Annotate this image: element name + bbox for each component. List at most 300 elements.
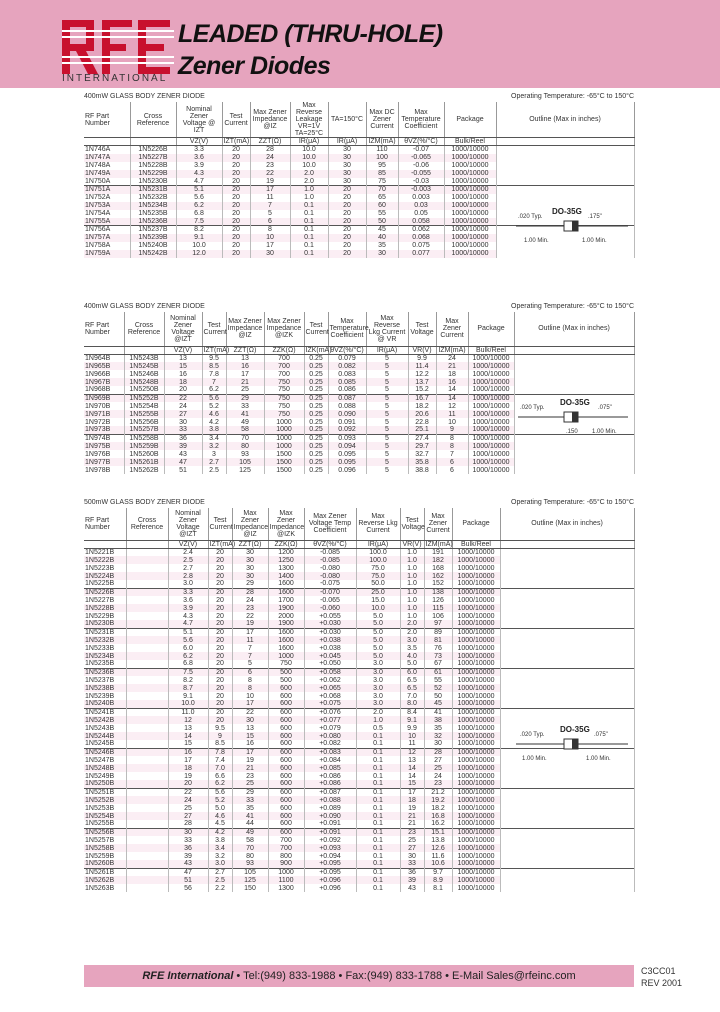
table-cell: 600 [268, 796, 304, 804]
table-cell: 1000/10000 [452, 604, 500, 612]
table-cell: 7.0 [208, 764, 232, 772]
column-header: Max Zener Impedance @IZ [232, 508, 268, 540]
table-cell: 1000/10000 [452, 652, 500, 660]
table-cell [126, 652, 168, 660]
table-cell: +0.094 [304, 852, 356, 860]
table-cell: 7.0 [400, 692, 424, 700]
table-cell [126, 660, 168, 668]
table-cell: 14 [400, 764, 424, 772]
table-cell: 32 [424, 732, 452, 740]
table-cell: 0.1 [356, 884, 400, 892]
table-cell: 1000/10000 [468, 442, 514, 450]
table-cell: 19 [400, 804, 424, 812]
table-cell: 600 [268, 684, 304, 692]
table-cell: +0.079 [304, 724, 356, 732]
table-cell: 20 [222, 146, 250, 154]
part-number-cell: 1N5257B [84, 836, 126, 844]
table-cell: 8 [436, 442, 468, 450]
table-row [84, 450, 634, 458]
table-cell: 16 [164, 370, 202, 378]
table-cell: 24 [250, 154, 290, 162]
table-cell: 1000/10000 [452, 692, 500, 700]
outline-cell [500, 572, 634, 580]
part-number-cell: 1N756A [84, 226, 130, 234]
table-cell: +0.088 [304, 796, 356, 804]
table-cell: 70 [226, 434, 264, 442]
table-cell: 20 [222, 250, 250, 258]
table-cell: 20 [208, 556, 232, 564]
outline-cell [500, 652, 634, 660]
table-cell: 40 [366, 234, 398, 242]
unit-header: IR(μA) [366, 346, 408, 354]
table-cell: 20 [208, 684, 232, 692]
table-cell: 1000 [264, 426, 304, 434]
table-cell: 10.0 [176, 242, 222, 250]
table-row [84, 852, 634, 860]
table-cell: 25 [226, 386, 264, 394]
table-cell: 20 [208, 692, 232, 700]
table-cell: 6 [232, 668, 268, 676]
table-cell: 29 [232, 580, 268, 588]
table-cell: 1000/10000 [468, 402, 514, 410]
table-cell: 30 [328, 178, 366, 186]
table-cell: 1N5234B [130, 202, 176, 210]
table-cell: 1000/10000 [444, 146, 496, 154]
table-cell: 20 [222, 178, 250, 186]
table-cell: 700 [264, 354, 304, 362]
table-cell [126, 684, 168, 692]
outline-cell [514, 370, 634, 378]
table-row [84, 700, 634, 708]
table-cell: 58 [226, 426, 264, 434]
table-cell: 41 [424, 708, 452, 716]
table-cell: 6.2 [176, 202, 222, 210]
table-row [84, 170, 634, 178]
table-cell: 16.8 [424, 812, 452, 820]
table-cell: 600 [268, 804, 304, 812]
table-cell: 30 [232, 572, 268, 580]
table-cell: 600 [268, 828, 304, 836]
table-cell [126, 596, 168, 604]
table-cell: 39 [164, 442, 202, 450]
table-cell: 1N5243B [124, 354, 164, 362]
table-cell: 1000/10000 [444, 170, 496, 178]
table-cell: 700 [264, 362, 304, 370]
table-cell: 6.6 [208, 772, 232, 780]
outline-cell [496, 194, 634, 202]
table-cell: 20 [208, 716, 232, 724]
table-cell: 0.003 [398, 194, 444, 202]
table-row [84, 162, 634, 170]
table-cell: +0.086 [304, 772, 356, 780]
table-cell: +0.030 [304, 628, 356, 636]
table-cell: 13.7 [408, 378, 436, 386]
table-cell: 600 [268, 716, 304, 724]
outline-cell [500, 836, 634, 844]
table-cell: 5.0 [356, 652, 400, 660]
part-number-cell: 1N5260B [84, 860, 126, 868]
table-cell: 1.0 [290, 194, 328, 202]
table-cell: 36 [164, 434, 202, 442]
table-cell: 3.9 [176, 162, 222, 170]
unit-header [514, 346, 634, 354]
column-header: Test Voltage [408, 312, 436, 346]
table-cell: 73 [424, 652, 452, 660]
table-cell: 3.9 [168, 604, 208, 612]
table-cell: 29 [226, 394, 264, 402]
table-cell: 20 [208, 700, 232, 708]
part-number-cell: 1N5259B [84, 852, 126, 860]
table-cell: 93 [232, 860, 268, 868]
table-cell [126, 700, 168, 708]
column-header: Test Voltage [400, 508, 424, 540]
table-cell: 39 [168, 852, 208, 860]
logo-subtitle: INTERNATIONAL [62, 73, 168, 84]
table-row [84, 876, 634, 884]
table-cell: +0.077 [304, 716, 356, 724]
table-cell: 1000/10000 [452, 724, 500, 732]
column-header: Max Zener Impedance @IZK [264, 312, 304, 346]
table-cell: +0.082 [304, 740, 356, 748]
unit-header: θVZ(%/°C) [328, 346, 366, 354]
table-cell: 0.058 [398, 218, 444, 226]
part-number-cell: 1N968B [84, 386, 124, 394]
table-cell: 1600 [268, 628, 304, 636]
table-cell: 8 [232, 676, 268, 684]
table-row [84, 628, 634, 636]
table-cell: 0.1 [356, 828, 400, 836]
table-cell: 1000/10000 [468, 418, 514, 426]
table-row [84, 370, 634, 378]
table-cell: 1000 [268, 652, 304, 660]
table-row [84, 644, 634, 652]
table-cell: 20 [208, 572, 232, 580]
table-cell: 29.7 [408, 442, 436, 450]
table-cell [126, 644, 168, 652]
column-header: RF Part Number [84, 102, 130, 138]
table-cell: 1N5261B [124, 458, 164, 466]
part-number-cell: 1N5236B [84, 668, 126, 676]
table-cell: 28 [424, 748, 452, 756]
table-row [84, 154, 634, 162]
package-label: DO-35G [560, 725, 590, 734]
table-cell [126, 668, 168, 676]
table-cell: 15.1 [424, 828, 452, 836]
table-cell: 50.0 [356, 580, 400, 588]
table-cell: 1N5252B [124, 394, 164, 402]
part-number-cell: 1N5221B [84, 548, 126, 556]
table-cell: 1250 [268, 556, 304, 564]
outline-cell [496, 154, 634, 162]
table-cell: 8.4 [400, 708, 424, 716]
table-cell: 20 [208, 636, 232, 644]
table-cell [126, 580, 168, 588]
table-cell: 36 [168, 844, 208, 852]
table-cell: 0.1 [356, 780, 400, 788]
table-cell: 5 [366, 354, 408, 362]
table-cell: 1600 [268, 636, 304, 644]
table-cell: 30 [168, 828, 208, 836]
table-cell: 28 [250, 146, 290, 154]
column-header: Outline (Max in inches) [496, 102, 634, 138]
table-cell: 0.25 [304, 394, 328, 402]
table-cell: 5 [366, 458, 408, 466]
table-cell: 6.2 [168, 652, 208, 660]
table-cell: 8.5 [208, 740, 232, 748]
table-cell: 5 [366, 386, 408, 394]
table-cell: 35 [424, 724, 452, 732]
table-cell: 9.7 [424, 868, 452, 876]
table-cell: 1000/10000 [452, 820, 500, 828]
part-number-cell: 1N5237B [84, 676, 126, 684]
table-cell: 1000/10000 [452, 660, 500, 668]
table-cell: +0.092 [304, 836, 356, 844]
table-cell: 1.0 [400, 548, 424, 556]
table-cell: 70 [232, 844, 268, 852]
dim-body: 1.00 Min. [586, 756, 611, 762]
column-header: Max Reverse Lkg Current [356, 508, 400, 540]
table-cell: 0.1 [356, 836, 400, 844]
table-cell: 1000/10000 [452, 828, 500, 836]
table-cell: 30 [328, 170, 366, 178]
table-cell: 1000/10000 [452, 772, 500, 780]
table-cell: 3.5 [400, 644, 424, 652]
table-cell: 1.0 [400, 596, 424, 604]
table-cell [126, 844, 168, 852]
table-cell: 750 [264, 410, 304, 418]
table-cell: 35.8 [408, 458, 436, 466]
table-cell: 1N5237B [130, 226, 176, 234]
table-cell: 1000/10000 [452, 716, 500, 724]
table-cell: 900 [268, 860, 304, 868]
part-number-cell: 1N966B [84, 370, 124, 378]
table-cell: 20 [328, 194, 366, 202]
table-cell: 16 [232, 740, 268, 748]
table-cell: 1000/10000 [468, 370, 514, 378]
table-cell [126, 836, 168, 844]
table-cell: 19 [250, 178, 290, 186]
table-cell: 7.5 [168, 668, 208, 676]
table-cell: 11 [436, 410, 468, 418]
table-cell [126, 876, 168, 884]
package-label: DO-35G [552, 207, 582, 216]
table-cell: +0.095 [304, 868, 356, 876]
table-cell: 20 [208, 580, 232, 588]
part-number-cell: 1N5224B [84, 572, 126, 580]
table-cell: 5 [232, 660, 268, 668]
table-cell: 1000/10000 [452, 564, 500, 572]
table-cell: 23 [232, 604, 268, 612]
table-cell: 0.087 [328, 394, 366, 402]
table-cell: 67 [424, 660, 452, 668]
part-number-cell: 1N967B [84, 378, 124, 386]
table-cell: 0.25 [304, 434, 328, 442]
table-cell: 1000/10000 [468, 426, 514, 434]
table-cell: 1N5235B [130, 210, 176, 218]
table-cell: 0.25 [304, 370, 328, 378]
table-cell: 0.096 [328, 466, 366, 474]
part-number-cell: 1N5258B [84, 844, 126, 852]
part-number-cell: 1N751A [84, 186, 130, 194]
table-cell: 24 [436, 354, 468, 362]
table-cell: 2.0 [400, 620, 424, 628]
table-cell: 27 [168, 812, 208, 820]
table-cell: 750 [264, 386, 304, 394]
table-cell: 2.7 [202, 458, 226, 466]
table-cell: 25 [424, 764, 452, 772]
column-header: Nominal Zener Voltage @IZT [168, 508, 208, 540]
table-cell: 17 [250, 242, 290, 250]
table-cell: 1000/10000 [468, 458, 514, 466]
part-number-cell: 1N5249B [84, 772, 126, 780]
table-cell: +0.093 [304, 844, 356, 852]
table-cell: 500 [268, 668, 304, 676]
table-cell: 1000/10000 [468, 466, 514, 474]
table-cell [126, 572, 168, 580]
table-cell: 0.1 [356, 740, 400, 748]
table-cell: -0.07 [398, 146, 444, 154]
table-cell: 10.0 [356, 604, 400, 612]
table-cell: +0.058 [304, 668, 356, 676]
table-cell: 1000/10000 [452, 620, 500, 628]
table-cell: 5.6 [176, 194, 222, 202]
table-cell: 33 [168, 836, 208, 844]
unit-header: Bulk/Reel [444, 138, 496, 146]
table-row [84, 146, 634, 154]
table-row [84, 652, 634, 660]
table-cell: 9.1 [176, 234, 222, 242]
table-cell: 0.079 [328, 354, 366, 362]
table-cell: 1N5245B [124, 362, 164, 370]
table-cell: 5 [366, 434, 408, 442]
table-cell [126, 628, 168, 636]
table-cell: 0.1 [290, 218, 328, 226]
table-cell [126, 556, 168, 564]
footer-contact-info[interactable]: • Tel:(949) 833-1988 • Fax:(949) 833-1788 • E-Mail Sales@rfeinc.com [233, 970, 576, 982]
table-cell: 0.093 [328, 434, 366, 442]
table-cell: 30 [424, 740, 452, 748]
table-cell: 0.1 [356, 820, 400, 828]
table-cell: 22 [168, 788, 208, 796]
outline-cell [500, 876, 634, 884]
dim-body: .150 [566, 429, 578, 435]
table-cell [126, 692, 168, 700]
part-number-cell: 1N754A [84, 210, 130, 218]
table-cell: 0.1 [356, 868, 400, 876]
zener-table-3 [84, 508, 635, 892]
table-cell: 0.1 [290, 250, 328, 258]
table-cell: 5.0 [400, 660, 424, 668]
table-cell: -0.003 [398, 186, 444, 194]
table-cell: 152 [424, 580, 452, 588]
table-cell: 30 [366, 250, 398, 258]
part-number-cell: 1N5229B [84, 612, 126, 620]
table-cell: 0.090 [328, 410, 366, 418]
table-cell: 20 [208, 588, 232, 596]
table-row [84, 178, 634, 186]
table-cell: -0.065 [304, 596, 356, 604]
part-number-cell: 1N747A [84, 154, 130, 162]
table-cell: +0.085 [304, 764, 356, 772]
table-cell: 30 [232, 548, 268, 556]
table-cell [126, 820, 168, 828]
outline-cell [496, 162, 634, 170]
outline-cell [514, 354, 634, 362]
unit-header [130, 138, 176, 146]
header-banner [0, 0, 720, 88]
table-cell [126, 732, 168, 740]
unit-header: IZT(mA) [203, 346, 230, 354]
dim-len: .075" [594, 732, 608, 738]
table-cell: 0.25 [304, 442, 328, 450]
table-cell: 1000/10000 [452, 804, 500, 812]
part-number-cell: 1N5253B [84, 804, 126, 812]
table-row [84, 868, 634, 876]
table-cell: 22 [164, 394, 202, 402]
table-cell: 1000/10000 [444, 250, 496, 258]
table-cell: 52 [424, 684, 452, 692]
table-cell: 1000/10000 [452, 676, 500, 684]
table-cell: 20 [328, 202, 366, 210]
table-cell: 15 [164, 362, 202, 370]
table-cell: 1000/10000 [468, 362, 514, 370]
table-cell: 50 [366, 218, 398, 226]
table-row [84, 772, 634, 780]
table-cell: 17 [400, 788, 424, 796]
table-cell: 9.1 [400, 716, 424, 724]
table-cell: 19.2 [424, 796, 452, 804]
table-cell: 5.0 [356, 628, 400, 636]
table-cell: 8 [436, 434, 468, 442]
table-cell: 29 [232, 788, 268, 796]
table-cell: 13 [164, 354, 202, 362]
table-cell: 11.4 [408, 362, 436, 370]
table-cell: 9 [436, 426, 468, 434]
table-cell: 1000/10000 [468, 410, 514, 418]
table-cell: 22.8 [408, 418, 436, 426]
table-cell: 5.1 [176, 186, 222, 194]
outline-cell [500, 668, 634, 676]
table-cell [126, 636, 168, 644]
table-cell: 106 [424, 612, 452, 620]
table-cell: 28 [168, 820, 208, 828]
table-cell [126, 812, 168, 820]
table-cell: 600 [268, 772, 304, 780]
table-cell: 61 [424, 668, 452, 676]
table-cell: 126 [424, 596, 452, 604]
table-cell: 6 [436, 466, 468, 474]
table-cell: 10 [400, 732, 424, 740]
table-cell: 45 [424, 700, 452, 708]
table-cell: 2.0 [290, 178, 328, 186]
table-cell: 1500 [264, 450, 304, 458]
table-cell: +0.096 [304, 876, 356, 884]
table-cell: 0.25 [304, 354, 328, 362]
table-cell: 97 [424, 620, 452, 628]
table-cell: +0.086 [304, 780, 356, 788]
table-cell: 100.0 [356, 556, 400, 564]
table-cell: 3.4 [202, 434, 226, 442]
table-cell: 0.082 [328, 362, 366, 370]
table-cell [126, 612, 168, 620]
table-cell: 4.6 [202, 410, 226, 418]
table-cell: +0.075 [304, 700, 356, 708]
table-cell: 85 [366, 170, 398, 178]
unit-header [500, 540, 634, 548]
table-cell: 23 [400, 828, 424, 836]
outline-cell [500, 636, 634, 644]
table-row [84, 780, 634, 788]
